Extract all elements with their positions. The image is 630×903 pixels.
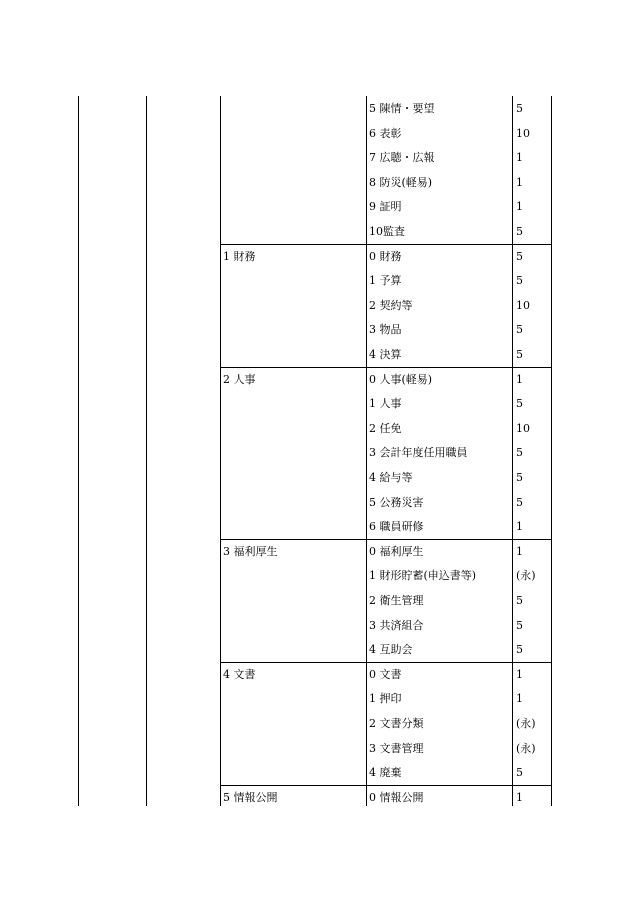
- item-label: 8 防災(軽易): [369, 176, 433, 189]
- item-label: 1 人事: [369, 397, 402, 410]
- retention-period: 5: [516, 619, 523, 632]
- retention-period: 5: [516, 250, 523, 263]
- group-label: 1 財務: [223, 250, 256, 263]
- column-border: [78, 96, 79, 806]
- group-label: 5 情報公開: [223, 791, 278, 804]
- column-border: [551, 96, 552, 806]
- item-label: 3 物品: [369, 323, 402, 336]
- group-divider: [220, 662, 552, 663]
- group-label: 2 人事: [223, 373, 256, 386]
- item-label: 7 広聴・広報: [369, 151, 435, 164]
- item-label: 1 押印: [369, 692, 402, 705]
- retention-period: 1: [516, 692, 523, 705]
- retention-period: 5: [516, 594, 523, 607]
- item-label: 4 決算: [369, 348, 402, 361]
- item-label: 3 会計年度任用職員: [369, 446, 468, 459]
- retention-period: 5: [516, 643, 523, 656]
- retention-period: (永): [516, 742, 536, 755]
- item-label: 2 契約等: [369, 299, 413, 312]
- retention-period: 5: [516, 397, 523, 410]
- retention-period: 5: [516, 348, 523, 361]
- item-label: 4 廃棄: [369, 766, 402, 779]
- retention-period: 1: [516, 791, 523, 804]
- retention-period: 10: [516, 422, 530, 435]
- item-label: 4 互助会: [369, 643, 413, 656]
- retention-period: 1: [516, 176, 523, 189]
- column-border: [512, 96, 513, 806]
- item-label: 5 陳情・要望: [369, 102, 435, 115]
- retention-period: 5: [516, 102, 523, 115]
- group-label: 4 文書: [223, 668, 256, 681]
- retention-period: 5: [516, 471, 523, 484]
- column-border: [220, 96, 221, 806]
- group-divider: [220, 539, 552, 540]
- retention-period: 1: [516, 373, 523, 386]
- item-label: 2 文書分類: [369, 717, 424, 730]
- item-label: 4 給与等: [369, 471, 413, 484]
- item-label: 0 財務: [369, 250, 402, 263]
- column-border: [146, 96, 147, 806]
- group-divider: [220, 367, 552, 368]
- item-label: 3 共済組合: [369, 619, 424, 632]
- retention-period: 5: [516, 225, 523, 238]
- item-label: 9 証明: [369, 200, 402, 213]
- item-label: 1 財形貯蓄(申込書等): [369, 569, 477, 582]
- item-label: 1 予算: [369, 274, 402, 287]
- group-divider: [220, 244, 552, 245]
- item-label: 2 任免: [369, 422, 402, 435]
- retention-period: 5: [516, 766, 523, 779]
- item-label: 0 情報公開: [369, 791, 424, 804]
- retention-period: 1: [516, 520, 523, 533]
- retention-period: 1: [516, 545, 523, 558]
- group-label: 3 福利厚生: [223, 545, 278, 558]
- retention-period: 1: [516, 151, 523, 164]
- retention-period: 1: [516, 668, 523, 681]
- item-label: 3 文書管理: [369, 742, 424, 755]
- retention-period: 5: [516, 496, 523, 509]
- item-label: 6 表彰: [369, 127, 402, 140]
- retention-period: 10: [516, 299, 530, 312]
- retention-period: (永): [516, 717, 536, 730]
- retention-period: (永): [516, 569, 536, 582]
- item-label: 0 福利厚生: [369, 545, 424, 558]
- column-border: [366, 96, 367, 806]
- item-label: 0 人事(軽易): [369, 373, 433, 386]
- retention-period: 5: [516, 323, 523, 336]
- retention-period: 1: [516, 200, 523, 213]
- retention-period: 10: [516, 127, 530, 140]
- retention-period: 5: [516, 446, 523, 459]
- item-label: 10監査: [369, 225, 405, 238]
- item-label: 5 公務災害: [369, 496, 424, 509]
- retention-period: 5: [516, 274, 523, 287]
- group-divider: [220, 785, 552, 786]
- item-label: 2 衛生管理: [369, 594, 424, 607]
- item-label: 6 職員研修: [369, 520, 424, 533]
- item-label: 0 文書: [369, 668, 402, 681]
